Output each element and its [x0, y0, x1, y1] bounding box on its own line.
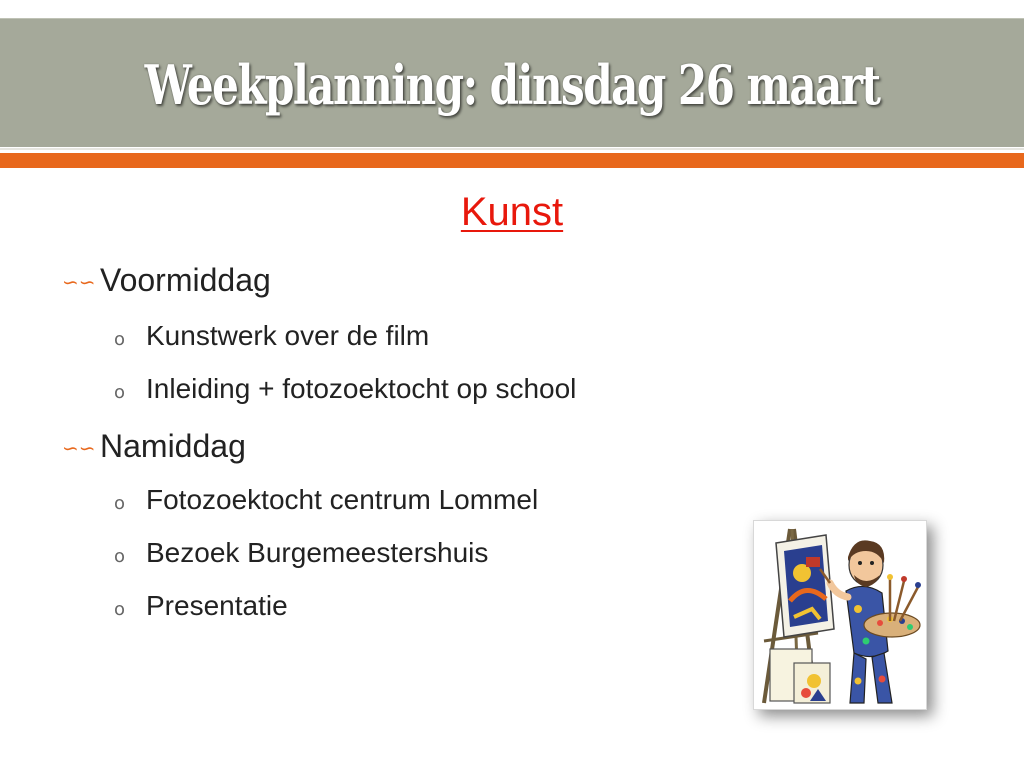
circle-bullet-icon: o: [114, 493, 126, 514]
list-subitem-label: Fotozoektocht centrum Lommel: [146, 484, 539, 515]
list-subitem-label: Inleiding + fotozoektocht op school: [146, 373, 577, 404]
divider-line: [0, 148, 1024, 150]
list-subitem-label: Presentatie: [146, 590, 288, 621]
list-subitem: [114, 320, 429, 352]
list-subitem-label: Bezoek Burgemeestershuis: [146, 537, 489, 568]
list-subitem: [114, 484, 538, 516]
section-heading: Kunst: [460, 190, 564, 234]
swirl-bullet-icon: ∽∽: [62, 270, 96, 294]
title-band: [0, 18, 1024, 147]
list-subitem-label: Kunstwerk over de film: [146, 320, 430, 351]
list-subitem: [114, 537, 488, 569]
circle-bullet-icon: o: [114, 382, 126, 403]
list-item-voormiddag: [62, 262, 271, 299]
circle-bullet-icon: o: [114, 546, 126, 567]
slide-title: Weekplanning: dinsdag 26 maart: [144, 53, 880, 117]
list-item-label: Namiddag: [100, 428, 246, 464]
list-subitem: [114, 590, 288, 622]
list-subitem: [114, 373, 576, 405]
swirl-bullet-icon: ∽∽: [62, 436, 96, 460]
accent-bar: [0, 153, 1024, 168]
painter-at-easel-icon: [754, 521, 926, 709]
list-item-namiddag: [62, 428, 246, 465]
circle-bullet-icon: o: [114, 599, 126, 620]
painter-illustration: [753, 520, 927, 710]
list-item-label: Voormiddag: [100, 262, 271, 298]
circle-bullet-icon: o: [114, 329, 126, 350]
